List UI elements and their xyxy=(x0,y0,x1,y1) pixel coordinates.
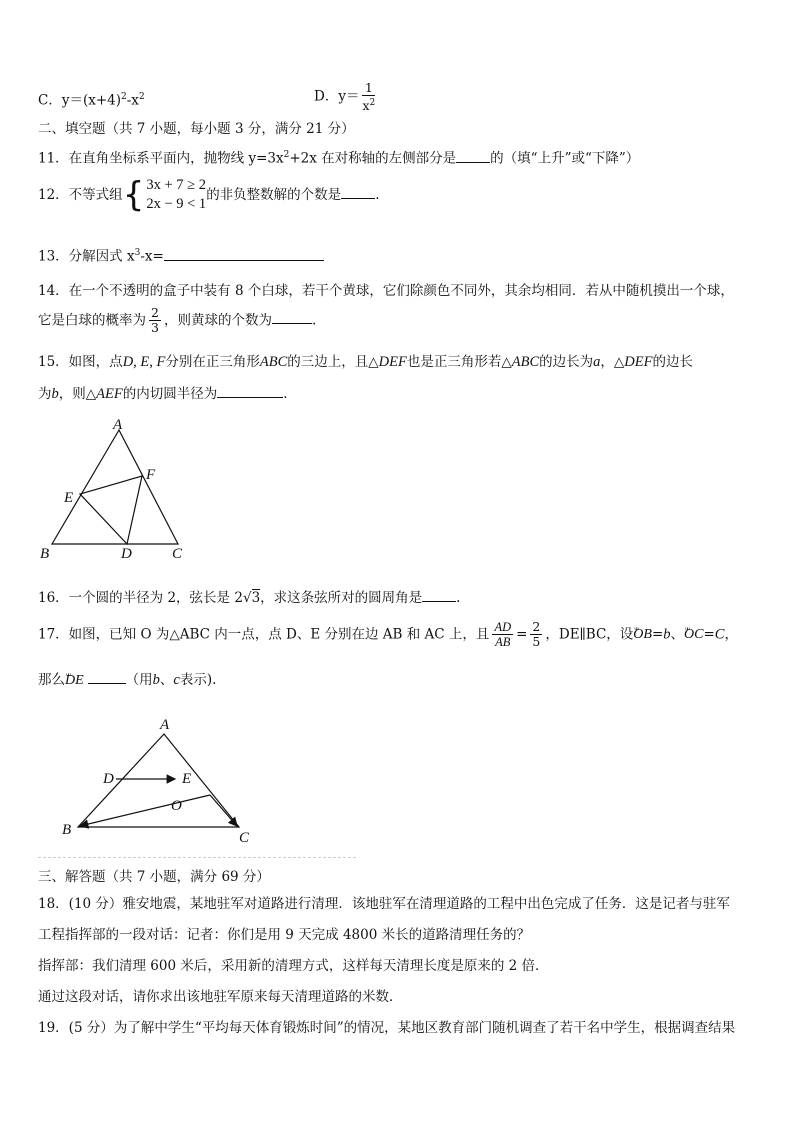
answer-blank[interactable] xyxy=(88,671,126,684)
section-title-fill-in: 二、填空题（共 7 小题，每小题 3 分，满分 21 分） xyxy=(38,121,355,137)
question-18-line2: 工程指挥部的一段对话：记者：你们是用 9 天完成 4800 米长的道路清理任务的？ xyxy=(38,927,531,943)
label-f: F xyxy=(146,467,156,483)
label-b: B xyxy=(62,822,72,838)
question-19-line1: 19．(5 分）为了解中学生“平均每天体育锻炼时间”的情况，某地区教育部门随机调查了若干名中学生，根据调查结果 xyxy=(38,1020,736,1036)
answer-blank[interactable] xyxy=(456,150,490,163)
option-c: C．$y=(x+4)^2-x^2$ xyxy=(38,92,145,109)
triangle-def xyxy=(80,476,142,544)
label-e: E xyxy=(182,771,192,787)
fraction: $\frac{2}{5}$ xyxy=(532,619,541,649)
question-15-line1: 15．如图，点D, E, F分别在正三角形ABC的三边上，且△DEF也是正三角形若△ABC的边长为a，△DEF的边长 xyxy=(38,354,693,370)
label-c: C xyxy=(172,546,183,562)
answer-blank[interactable] xyxy=(164,248,324,261)
question-17-line2: 那么ᵤᵤ DE （用b、c表示). xyxy=(38,671,216,690)
label-d: D xyxy=(121,546,132,562)
label-e: E xyxy=(64,490,74,506)
triangle-figure-2 xyxy=(56,712,266,852)
question-15-line2: 为b，则△AEF的内切圆半径为 . xyxy=(38,386,288,402)
fraction: $\frac{AD}{AB}$ xyxy=(494,620,512,649)
vector-de: ᵤᵤ DE xyxy=(65,672,84,690)
question-16: 16．一个圆的半径为 2，弦长是 2√3，求这条弦所对的圆周角是 . xyxy=(38,590,461,606)
segment-ob xyxy=(80,795,210,826)
question-18-line1: 18．(10 分）雅安地震，某地驻军对道路进行清理．该地驻军在清理道路的工程中出色完成了任务．这是记者与驻军 xyxy=(38,896,730,912)
question-18-line3: 指挥部：我们清理 600 米后，采用新的清理方式，这样每天清理长度是原来的 2 倍． xyxy=(38,958,549,974)
brace-icon: { xyxy=(122,175,145,215)
question-14-line2: 它是白球的概率为 $\frac{2}{3}$ ，则黄球的个数为 . xyxy=(38,305,317,335)
option-d: D．y＝ $\frac{1}{x^2}$ xyxy=(314,80,376,114)
label-d: D xyxy=(103,771,114,787)
vector-ob: ᵤᵤ OB xyxy=(633,626,652,644)
fraction: $\frac{2}{3}$ xyxy=(151,305,159,335)
question-14-line1: 14．在一个不透明的盒子中装有 8 个白球，若干个黄球，它们除颜色不同外，其余均相同．若从中随机摸出一个球， xyxy=(38,283,734,299)
answer-blank[interactable] xyxy=(341,186,375,199)
inequality-system: 3x + 7 ≥ 2 2x − 9 < 1 xyxy=(146,177,207,212)
question-17-line1: 17．如图，已知 O 为△ABC 内一点，点 D、E 分别在边 AB 和 AC 上，且 $\frac{AD}{AB}$ = $\frac{2}{5}$ ，DE∥BC，设ᵤᵤ OB=b、ᵤᵤ OC=C， xyxy=(38,620,738,649)
divider xyxy=(38,857,356,858)
fraction: $\frac{1}{x^2}$ xyxy=(362,80,376,114)
question-13: 13．分解因式 $x^3-x=$ xyxy=(38,244,324,266)
label-o: O xyxy=(171,798,182,814)
question-12: 12．不等式组{ 3x + 7 ≥ 2 2x − 9 < 1的非负整数解的个数是 . xyxy=(38,175,380,215)
sqrt-icon: √ xyxy=(242,590,252,606)
triangle-figure-1 xyxy=(30,412,200,564)
section-title-answer: 三、解答题（共 7 小题，满分 69 分） xyxy=(38,869,270,885)
answer-blank[interactable] xyxy=(272,311,312,324)
label-b: B xyxy=(40,546,50,562)
label-a: A xyxy=(113,417,123,433)
vector-oc: ᵤᵤ OC xyxy=(684,626,703,644)
answer-blank[interactable] xyxy=(422,589,456,602)
segment-oc xyxy=(210,795,237,826)
question-18-line4: 通过这段对话，请你求出该地驻军原来每天清理道路的米数． xyxy=(38,989,403,1005)
label-c: C xyxy=(239,830,250,846)
triangle-abc xyxy=(52,430,178,544)
answer-blank[interactable] xyxy=(217,385,283,398)
question-11: 11．在直角坐标系平面内，抛物线 $y=3x^2+2x$ 在对称轴的左侧部分是 的（填“上升”或“下降”） xyxy=(38,150,640,167)
label-a: A xyxy=(160,717,170,733)
